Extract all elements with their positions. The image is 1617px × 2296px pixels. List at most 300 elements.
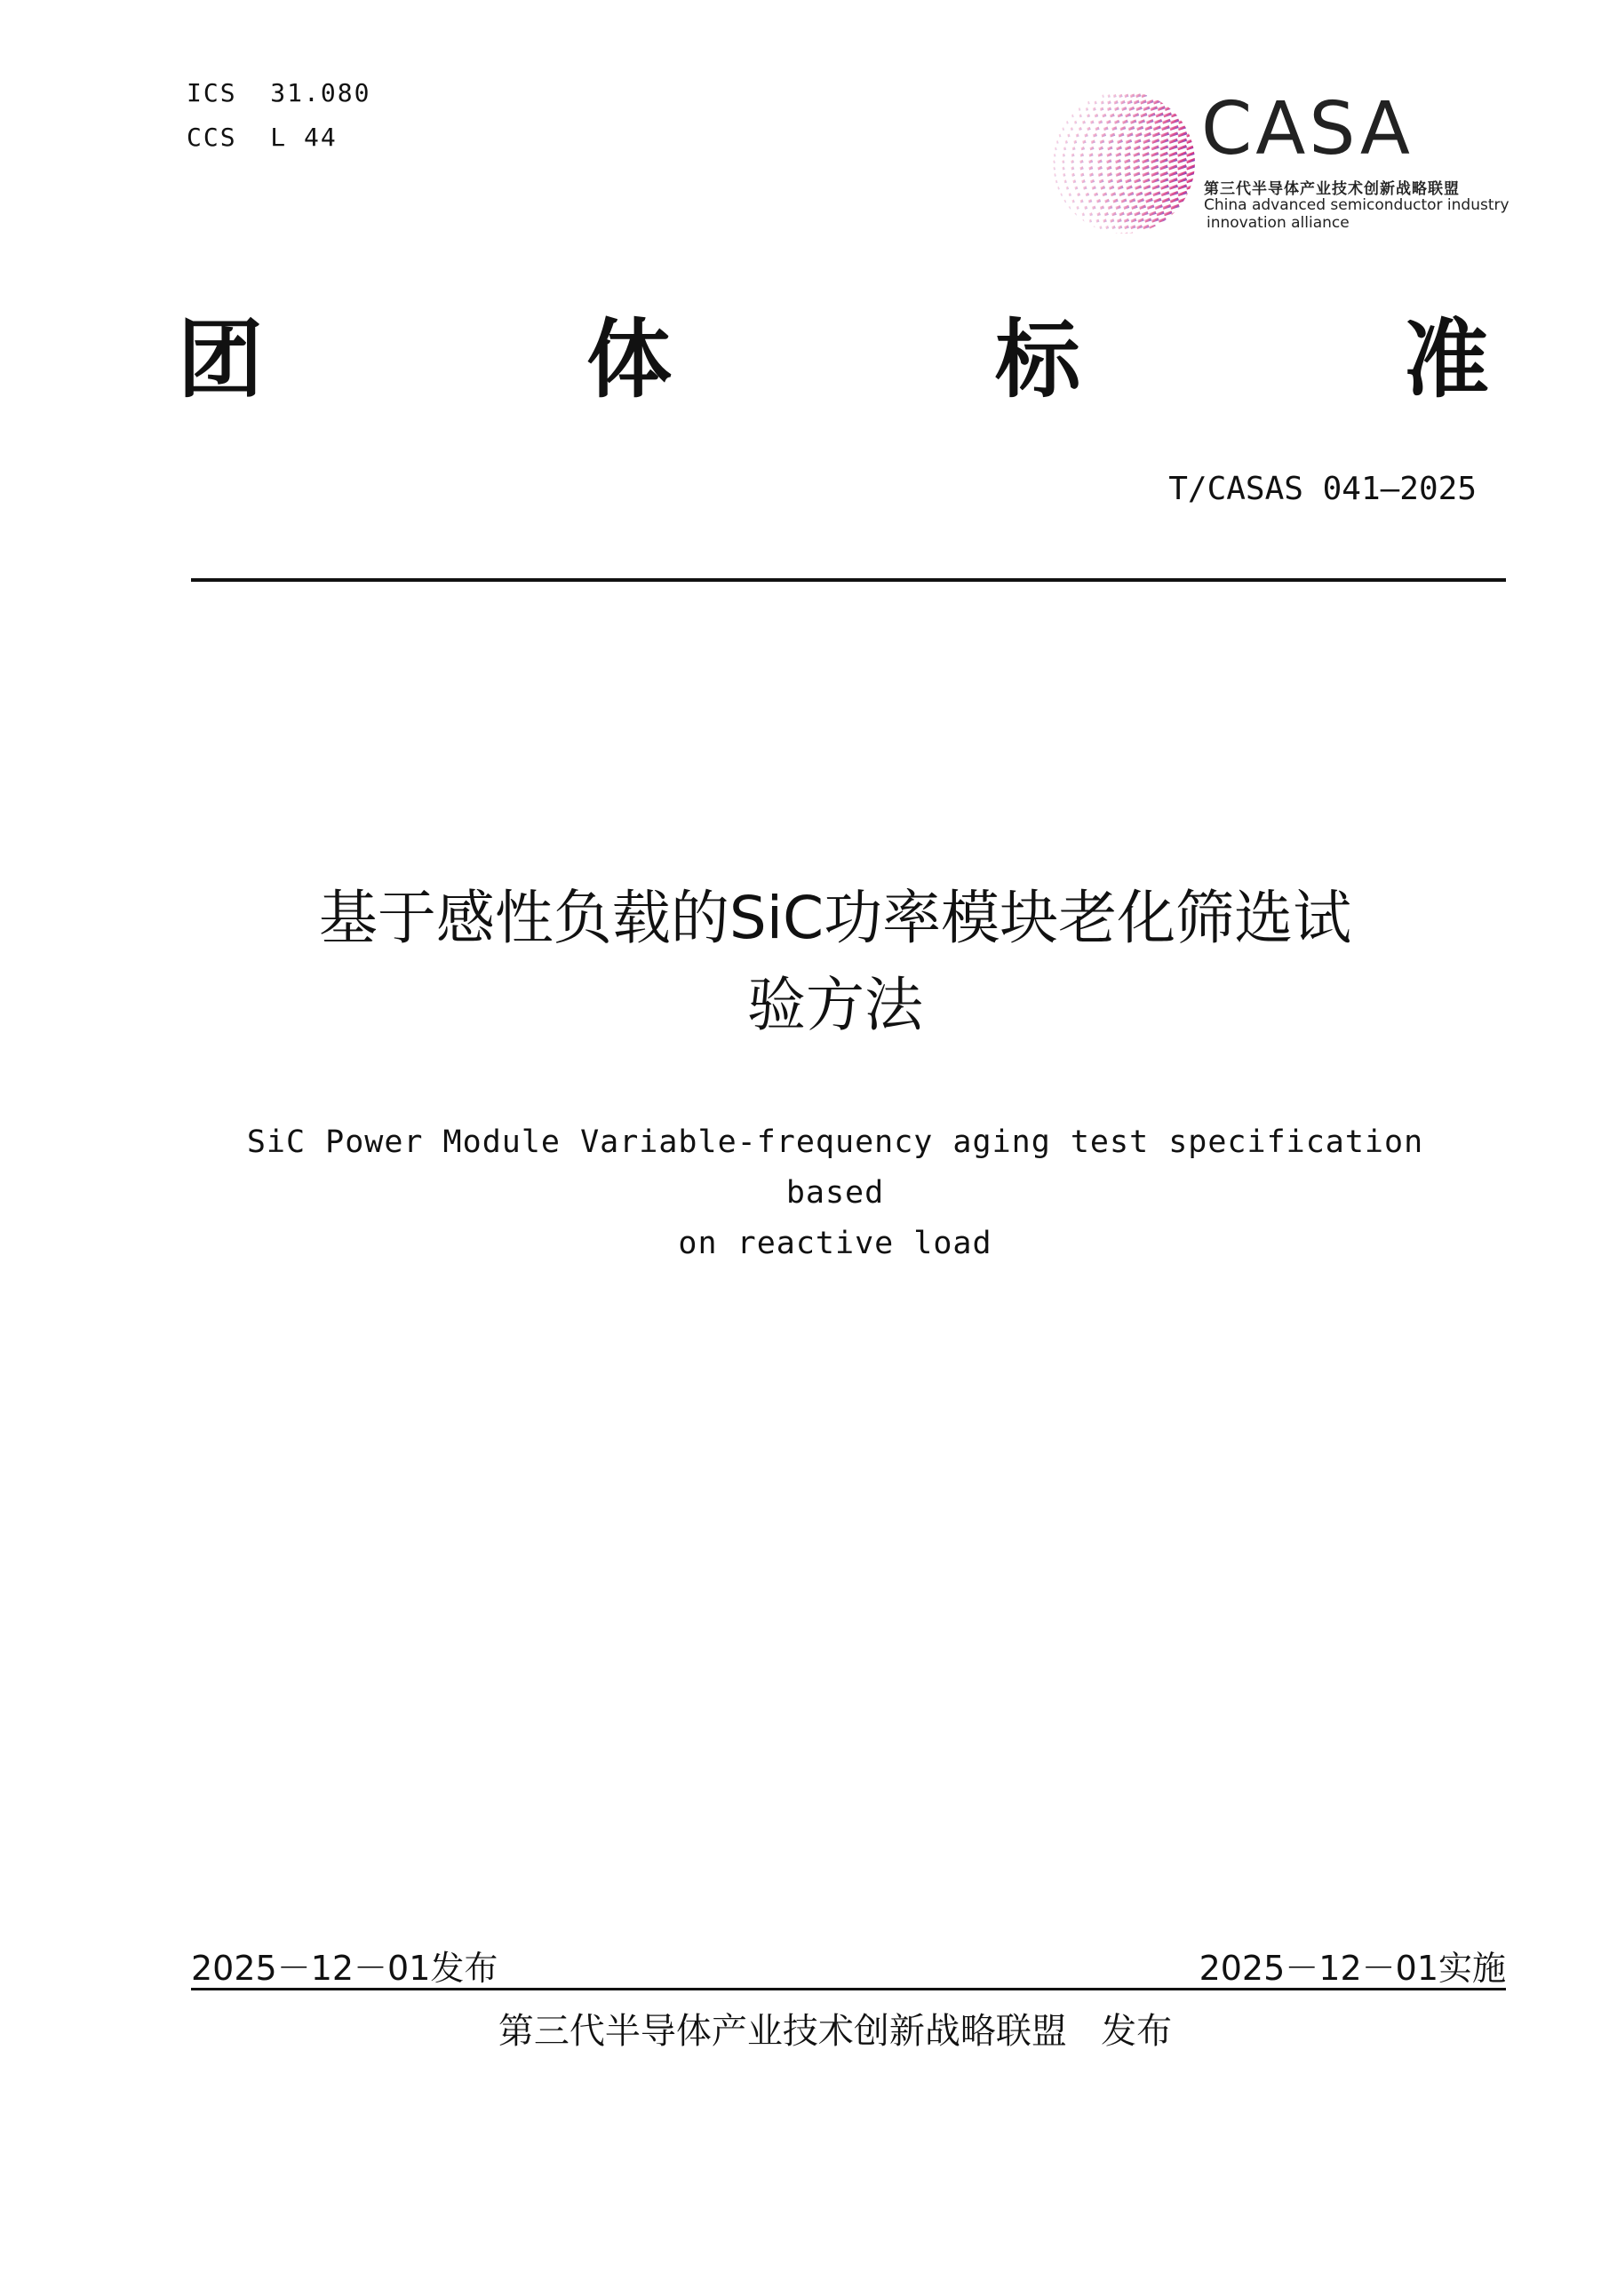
logo-dash: [1137, 218, 1143, 222]
logo-dash: [1149, 225, 1156, 229]
logo-dash: [1155, 204, 1163, 210]
logo-dash: [1169, 131, 1178, 137]
logo-dash: [1146, 119, 1154, 124]
logo-dash: [1115, 153, 1121, 157]
logo-dash: [1159, 152, 1168, 157]
logo-dash: [1088, 199, 1093, 203]
logo-dash: [1107, 100, 1111, 104]
logo-dash: [1054, 173, 1056, 177]
logo-dash: [1135, 139, 1142, 144]
logo-dash: [1159, 99, 1167, 105]
logo-dash: [1124, 218, 1129, 223]
logo-dash: [1082, 121, 1086, 124]
logo-dash: [1065, 140, 1068, 144]
logo-dash: [1095, 127, 1099, 131]
logo-dash: [1059, 134, 1062, 138]
logo-dash: [1072, 179, 1076, 183]
logo-dash: [1168, 145, 1177, 150]
logo-dash: [1151, 146, 1159, 151]
logo-dash: [1186, 158, 1195, 163]
logo-dash: [1111, 212, 1117, 217]
logo-dash: [1143, 146, 1151, 151]
logo-dash: [1098, 172, 1103, 177]
logo-dash: [1068, 206, 1071, 210]
logo-dash: [1072, 147, 1076, 150]
logo-dash: [1177, 158, 1187, 163]
logo-dash: [1107, 172, 1112, 177]
logo-dash: [1057, 187, 1060, 190]
logo-dash: [1186, 145, 1195, 150]
logo-dash: [1114, 120, 1119, 124]
logo-dash: [1152, 132, 1160, 138]
logo-dash: [1123, 205, 1129, 210]
logo-dash: [1053, 167, 1055, 171]
logo-dash: [1143, 139, 1151, 144]
logo-dash: [1160, 178, 1169, 183]
logo-dash: [1156, 211, 1164, 217]
logo-dash: [1151, 152, 1159, 157]
logo-dash: [1166, 218, 1175, 223]
logo-dash: [1103, 126, 1109, 131]
logo-dash: [1106, 159, 1111, 163]
logo-dash: [1087, 127, 1091, 131]
logo-dash: [1108, 179, 1113, 183]
logo-dash: [1135, 107, 1142, 111]
logo-dash: [1170, 197, 1179, 203]
logo-dash: [1135, 132, 1143, 137]
logo-dash: [1177, 178, 1187, 183]
chinese-title-line2: 验方法: [747, 971, 923, 1039]
logo-dash: [1131, 218, 1137, 223]
logo-dash: [1079, 107, 1081, 111]
logo-dash: [1080, 173, 1085, 177]
logo-dash: [1165, 106, 1174, 111]
logo-dash: [1056, 140, 1059, 144]
logo-dash: [1125, 232, 1128, 235]
logo-dash: [1130, 225, 1135, 229]
logo-dash: [1054, 154, 1056, 157]
logo-dash: [1110, 114, 1115, 118]
logo-dash: [1118, 186, 1124, 190]
logo-dash: [1102, 192, 1107, 196]
logo-dash: [1139, 205, 1146, 210]
logo-dash: [1177, 131, 1187, 137]
logo-dash: [1071, 154, 1075, 157]
logo-dash: [1103, 218, 1107, 222]
logo-dash: [1112, 199, 1118, 203]
logo-dash: [1168, 178, 1177, 183]
logo-dash: [1071, 173, 1075, 177]
logo-dash: [1151, 158, 1159, 163]
logo-dash: [1186, 184, 1195, 189]
logo-dash: [1126, 185, 1132, 189]
logo-dash: [1089, 172, 1094, 176]
logo-dash: [1153, 125, 1161, 131]
logo-dash: [1088, 153, 1093, 156]
logo-dash: [1111, 192, 1116, 196]
logo-dash: [1143, 185, 1151, 190]
logo-dash: [1140, 113, 1147, 117]
logo-dash: [1152, 191, 1160, 196]
logo-dash: [1071, 200, 1074, 203]
logo-dash: [1159, 171, 1168, 177]
logo-dash: [1136, 225, 1143, 229]
logo-dash: [1074, 213, 1077, 217]
implement-date: 2025－12－01实施: [1199, 1949, 1506, 1988]
logo-dash: [1153, 198, 1161, 203]
logo-dash: [1092, 206, 1096, 210]
logo-dash: [1119, 126, 1126, 131]
logo-casa-text: CASA: [1201, 87, 1414, 171]
logo-dash: [1138, 119, 1145, 123]
logo-dash: [1133, 165, 1140, 170]
logo-dash: [1147, 204, 1155, 210]
logo-dash: [1079, 127, 1082, 131]
logo-dash: [1102, 94, 1104, 98]
logo-dash: [1079, 166, 1084, 170]
logo-dash: [1116, 146, 1122, 150]
logo-dash: [1178, 125, 1188, 131]
logo-dash: [1098, 120, 1103, 123]
logo-dash: [1163, 204, 1172, 210]
doc-type-char-2: 体: [586, 309, 672, 409]
logo-dash: [1133, 172, 1140, 177]
logo-dash: [1079, 160, 1084, 163]
logo-dash: [1105, 226, 1109, 229]
logo-dash: [1115, 205, 1120, 210]
logo-dash: [1133, 152, 1140, 156]
logo-dash: [1169, 139, 1178, 144]
logo-dash: [1127, 211, 1133, 216]
logo-dash: [1089, 212, 1093, 216]
logo-dash: [1055, 147, 1057, 151]
logo-dash: [1117, 218, 1122, 223]
logo-dash: [1124, 165, 1130, 170]
logo-dash: [1100, 139, 1105, 144]
logo-dash: [1163, 112, 1172, 117]
logo-dash: [1111, 126, 1117, 131]
ccs-code: CCS L 44: [187, 123, 338, 152]
logo-dash: [1093, 226, 1095, 229]
logo-dash: [1124, 159, 1130, 163]
logo-dash: [1071, 166, 1074, 170]
logo-dash: [1077, 193, 1080, 196]
logo-dash: [1127, 192, 1134, 196]
logo-dash: [1115, 159, 1121, 163]
logo-dash: [1122, 120, 1128, 124]
logo-dash: [1128, 126, 1135, 131]
logo-dash: [1149, 211, 1157, 217]
logo-dash: [1134, 211, 1140, 216]
logo-dash: [1081, 179, 1086, 183]
logo-dash: [1169, 191, 1178, 196]
logo-dash: [1120, 233, 1123, 236]
logo-dash: [1134, 146, 1141, 150]
logo-dash: [1154, 119, 1162, 124]
logo-dash: [1079, 114, 1081, 117]
logo-dash: [1171, 112, 1180, 117]
publish-date: 2025－12－01发布: [191, 1949, 498, 1988]
logo-cn-name: 第三代半导体产业技术创新战略联盟: [1204, 180, 1460, 198]
logo-dash: [1148, 113, 1156, 118]
logo-dash: [1076, 206, 1079, 210]
logo-dash: [1080, 147, 1085, 150]
logo-dash: [1143, 132, 1151, 138]
logo-dash: [1092, 186, 1096, 189]
logo-dash: [1094, 193, 1098, 196]
logo-dash: [1144, 192, 1152, 197]
logo-dash: [1159, 158, 1168, 163]
logo-dash: [1164, 211, 1173, 216]
logo-dash: [1168, 152, 1177, 157]
logo-dash: [1096, 199, 1101, 203]
doc-type-char-4: 准: [1404, 309, 1489, 409]
logo-dash: [1120, 100, 1126, 105]
logo-dash: [1170, 119, 1179, 124]
logo-dash: [1091, 139, 1095, 143]
logo-dash: [1106, 153, 1111, 157]
logo-dash: [1062, 127, 1064, 131]
logo-dash: [1140, 99, 1146, 104]
logo-dash: [1076, 133, 1079, 137]
logo-dash: [1121, 198, 1127, 203]
logo-dash: [1171, 211, 1180, 216]
logo-dash: [1129, 232, 1134, 235]
logo-dash: [1151, 165, 1159, 171]
logo-dash: [1168, 158, 1177, 163]
logo-dash: [1107, 107, 1111, 110]
logo-dash: [1169, 125, 1178, 131]
logo-dash: [1160, 185, 1169, 190]
logo-dash: [1168, 164, 1177, 170]
logo-dash: [1143, 107, 1150, 111]
logo-dash: [1169, 185, 1178, 190]
logo-dash: [1102, 114, 1106, 117]
logo-dash: [1090, 179, 1095, 183]
logo-dash: [1094, 101, 1096, 105]
logo-dash: [1130, 119, 1136, 123]
logo-dash: [1060, 193, 1063, 196]
logo-dash: [1096, 212, 1101, 216]
logo-dash: [1130, 93, 1135, 98]
logo-dash: [1088, 166, 1093, 170]
logo-dash: [1104, 199, 1110, 203]
logo-dash: [1107, 146, 1112, 150]
logo-dash: [1097, 159, 1103, 163]
logo-dash: [1159, 145, 1168, 150]
logo-dash: [1119, 132, 1125, 137]
logo-dash: [1089, 219, 1092, 223]
logo-dash: [1087, 101, 1090, 105]
logo-dash: [1093, 107, 1096, 111]
logo-dash: [1098, 147, 1103, 151]
logo-dash: [1119, 211, 1124, 216]
logo-dash: [1161, 191, 1170, 196]
logo-dash: [1115, 165, 1121, 170]
logo-dash: [1121, 107, 1127, 111]
footer-divider: [191, 1988, 1506, 1990]
logo-dash: [1147, 99, 1154, 104]
logo-dash: [1066, 121, 1069, 124]
logo-dash: [1066, 187, 1069, 190]
logo-dash: [1119, 94, 1123, 98]
logo-dash: [1095, 219, 1099, 223]
logo-dash: [1128, 107, 1135, 111]
logo-dash: [1082, 212, 1085, 216]
logo-dash: [1124, 94, 1128, 98]
english-title-line1: SiC Power Module Variable-frequency aging test specification based: [246, 1124, 1424, 1211]
logo-dash: [1110, 133, 1115, 138]
logo-dash: [1082, 140, 1087, 144]
logo-dash: [1062, 167, 1064, 171]
logo-dash: [1125, 179, 1131, 183]
logo-dash: [1063, 154, 1065, 157]
logo-dash: [1097, 166, 1103, 171]
logo-dash: [1114, 107, 1119, 111]
logo-dash: [1063, 173, 1065, 177]
logo-dash: [1097, 153, 1103, 157]
logo-dash: [1090, 120, 1095, 123]
logo-dash: [1118, 113, 1123, 117]
logo-dash: [1127, 132, 1133, 137]
logo-dash: [1133, 159, 1140, 163]
logo-dash: [1116, 172, 1122, 177]
logo-dash: [1124, 152, 1130, 156]
logo-dash: [1110, 218, 1114, 222]
logo-dash: [1079, 153, 1084, 156]
logo-dash: [1141, 93, 1147, 98]
logo-dash: [1136, 126, 1143, 131]
logo-dash: [1151, 106, 1159, 111]
logo-dash: [1063, 179, 1066, 183]
logo-dash: [1093, 133, 1097, 137]
english-title-line2: on reactive load: [678, 1226, 992, 1261]
logo-dash: [1144, 126, 1152, 131]
logo-dash: [1101, 133, 1106, 138]
logo-dash: [1082, 219, 1085, 223]
logo-dash: [1087, 114, 1090, 117]
logo-dash: [1134, 179, 1141, 183]
logo-dash: [1104, 212, 1109, 216]
logo-dash: [1178, 118, 1188, 123]
logo-dash: [1108, 205, 1113, 210]
logo-dash: [1111, 226, 1116, 229]
logo-dash: [1095, 114, 1099, 117]
logo-dash: [1151, 179, 1159, 184]
doc-type-char-1: 团: [178, 309, 263, 409]
logo-dash: [1159, 218, 1167, 223]
logo-dash: [1119, 192, 1125, 196]
logo-dash: [1062, 160, 1064, 163]
logo-dash: [1089, 147, 1094, 150]
logo-dash: [1114, 100, 1119, 104]
chinese-title: [178, 875, 1493, 1049]
logo-dash: [1160, 132, 1169, 138]
logo-dash: [1186, 171, 1195, 176]
publisher: 第三代半导体产业技术创新战略联盟 发布: [498, 2011, 1173, 2052]
logo-dash: [1124, 225, 1129, 229]
logo-dash: [1126, 139, 1132, 144]
logo-dash: [1133, 113, 1139, 117]
logo-dash: [1106, 166, 1111, 171]
logo-dash: [1170, 204, 1179, 210]
logo-dash: [1084, 133, 1088, 137]
logo-dash: [1115, 233, 1118, 236]
logo-dash: [1135, 185, 1142, 189]
logo-dash: [1178, 197, 1188, 203]
logo-dash: [1151, 171, 1159, 177]
logo-en-line1: China advanced semiconductor industry: [1204, 196, 1509, 214]
logo-dash: [1116, 179, 1122, 183]
logo-dash: [1073, 140, 1077, 144]
ics-code: ICS 31.080: [187, 78, 371, 107]
logo-dash: [1099, 179, 1104, 184]
casa-logo: [1040, 84, 1509, 253]
logo-dash: [1186, 178, 1195, 183]
logo-dash: [1142, 171, 1150, 177]
logo-dash: [1159, 165, 1168, 171]
logo-dash: [1143, 225, 1149, 229]
logo-dash: [1053, 160, 1055, 163]
logo-dash: [1071, 160, 1074, 163]
logo-dash: [1109, 186, 1114, 190]
logo-dash: [1113, 94, 1117, 98]
logo-dash: [1160, 139, 1169, 144]
logo-dash: [1100, 205, 1104, 209]
logo-dash: [1088, 160, 1093, 163]
logo-dash: [1177, 139, 1187, 144]
logo-dash: [1125, 113, 1131, 117]
header-divider: [191, 578, 1506, 582]
logo-dash: [1156, 113, 1164, 118]
logo-dash: [1086, 193, 1090, 196]
logo-dash: [1153, 99, 1161, 105]
logo-dash: [1118, 226, 1122, 229]
logo-dash: [1178, 191, 1188, 196]
logo-dash: [1177, 145, 1187, 150]
logo-dash: [1177, 171, 1187, 177]
doc-type-char-3: 标: [995, 309, 1080, 409]
logo-dash: [1161, 125, 1170, 131]
logo-dash: [1084, 206, 1087, 210]
casa-logo-globe-icon: [1040, 84, 1195, 244]
logo-dash: [1144, 218, 1151, 222]
logo-dash: [1074, 121, 1077, 124]
logo-dash: [1135, 192, 1143, 196]
logo-dash: [1151, 218, 1159, 223]
logo-dash: [1071, 115, 1074, 118]
logo-dash: [1186, 151, 1195, 156]
logo-dash: [1162, 119, 1171, 124]
logo-dash: [1177, 164, 1187, 170]
logo-dash: [1177, 151, 1187, 156]
logo-dash: [1151, 139, 1159, 144]
logo-dash: [1127, 100, 1132, 105]
logo-dash: [1142, 152, 1150, 157]
logo-en-line2: innovation alliance: [1207, 214, 1350, 232]
logo-dash: [1055, 180, 1058, 184]
logo-dash: [1071, 127, 1073, 131]
logo-dash: [1135, 93, 1141, 98]
logo-dash: [1106, 120, 1111, 124]
logo-dash: [1080, 199, 1084, 203]
logo-dash: [1137, 198, 1144, 203]
logo-dash: [1134, 99, 1140, 104]
logo-dash: [1100, 186, 1105, 190]
logo-dash: [1177, 184, 1187, 189]
logo-dash: [1108, 139, 1113, 144]
chinese-title-line1: 基于感性负载的SiC功率模块老化筛选试: [318, 884, 1352, 952]
